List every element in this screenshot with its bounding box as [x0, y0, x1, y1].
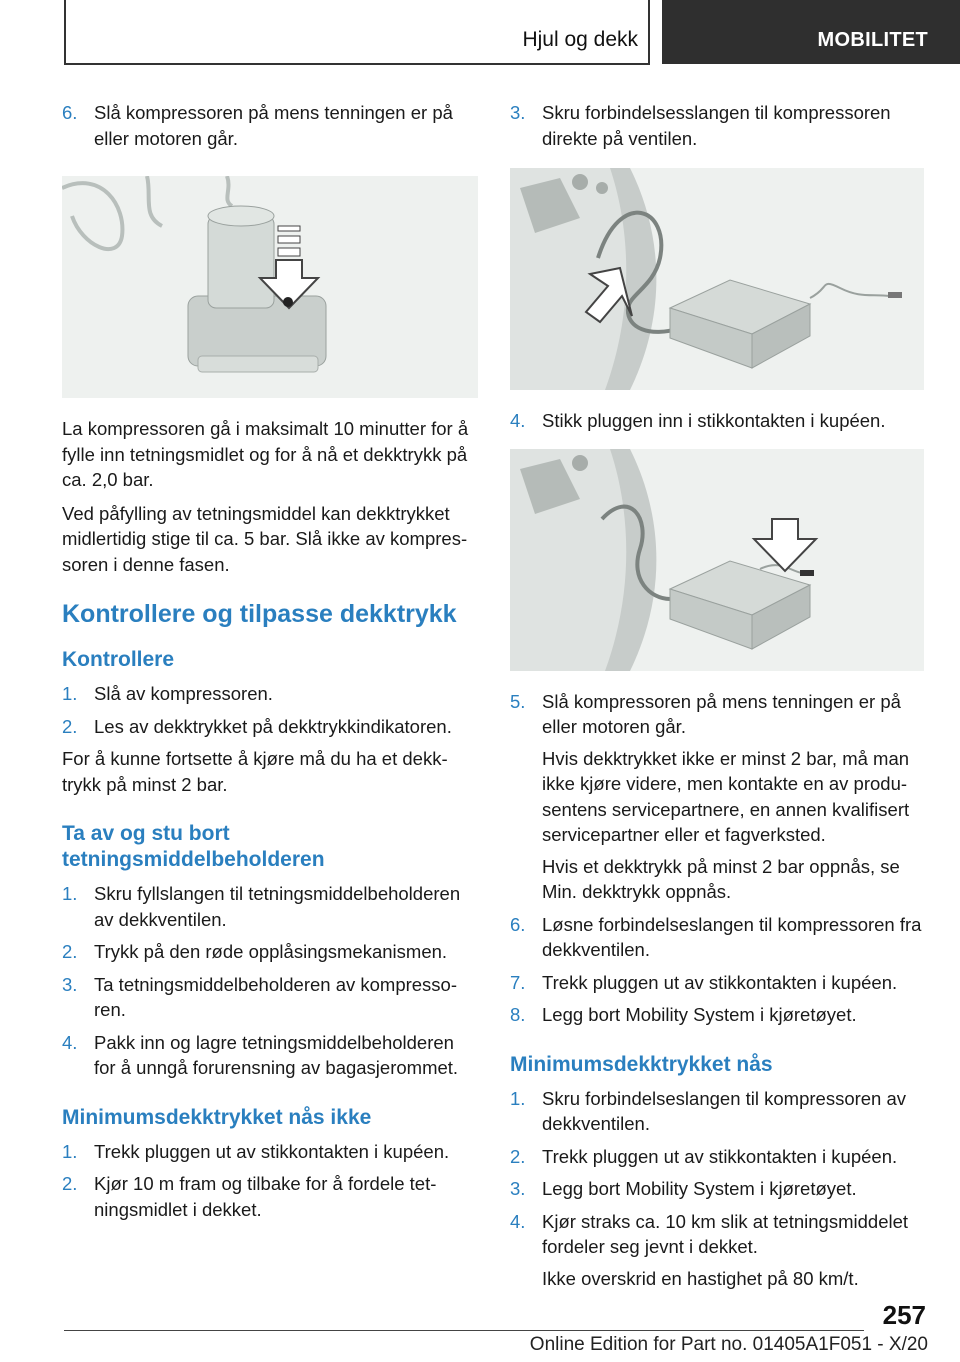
step-item	[62, 881, 478, 932]
figure-compressor	[62, 176, 478, 398]
step-text: Slå av kompressoren.	[94, 683, 273, 704]
step-number: 5.	[510, 690, 526, 712]
step-item	[62, 681, 478, 707]
step-text: Skru forbindelseslangen til kompressoren av dekkventilen.	[542, 1087, 907, 1134]
step-note: Hvis et dekktrykk på minst 2 bar oppnås, se Min. dekktrykk oppnås.	[542, 855, 900, 902]
step-item	[510, 1176, 924, 1202]
step-item	[62, 100, 478, 151]
step-text: Trekk pluggen ut av stikkontakten i kupéen.	[542, 971, 898, 993]
step-text: Trekk pluggen ut av stikkontakten i kupéen.	[94, 1140, 450, 1162]
step-number: 4.	[510, 1210, 526, 1232]
header-rule-divider	[648, 0, 650, 64]
step-text: Stikk pluggen inn i stikkontakten i kupéen.	[542, 410, 886, 431]
step-number: 6.	[62, 102, 78, 123]
step-item	[510, 1144, 924, 1170]
step-item	[510, 408, 924, 434]
footer-rule	[64, 1330, 864, 1331]
step-item	[62, 1171, 478, 1222]
socket-plug-illustration	[510, 449, 924, 671]
step-text: Legg bort Mobility System i kjøretøyet.	[542, 1004, 857, 1025]
step-item	[62, 939, 478, 965]
step-item	[510, 970, 924, 996]
step-text: Skru fyllslangen til tetningsmiddelbeholderen av dekkventilen.	[94, 883, 461, 930]
step-text: Les av dekktrykket på dekktrykkindikatoren.	[94, 715, 452, 737]
figure-socket-plug	[510, 449, 924, 671]
step-item	[510, 100, 924, 151]
step-item	[62, 714, 478, 740]
paragraph: For å kunne fortsette å kjøre må du ha et dekk‐trykk på minst 2 bar.	[62, 748, 448, 795]
step-number: 6.	[510, 913, 526, 935]
step-number: 3.	[62, 973, 78, 995]
step-item	[510, 1209, 924, 1292]
step-number: 1.	[62, 883, 78, 904]
step-text: Pakk inn og lagre tetningsmiddelbeholderen for å unngå forurensning av bagasjerommet.	[94, 1031, 459, 1078]
subsection-heading: Minimumsdekktrykket nås	[510, 1052, 773, 1076]
subsection-heading: Minimumsdekktrykket nås ikke	[62, 1105, 372, 1129]
subsection-heading: Kontrollere	[62, 648, 175, 671]
step-item	[510, 1086, 924, 1137]
step-number: 4.	[510, 410, 526, 431]
step-note: Hvis dekktrykket ikke er minst 2 bar, må man ikke kjøre videre, men kontakte en av produ‐sentens servicepartnere, en annen kvalifisert servicepartner eller et fagverksted.	[542, 747, 910, 845]
header-rule-left	[64, 0, 66, 64]
step-number: 1.	[62, 1140, 78, 1162]
step-text: Trykk på den røde opplåsingsmekanismen.	[94, 941, 448, 962]
figure-valve-connection	[510, 168, 924, 390]
step-note: Ikke overskrid en hastighet på 80 km/t.	[542, 1267, 859, 1289]
header-section-title: Hjul og dekk	[522, 28, 638, 51]
step-number: 2.	[510, 1145, 526, 1167]
page-number: 257	[882, 1300, 926, 1330]
step-text: Legg bort Mobility System i kjøretøyet.	[542, 1178, 857, 1199]
step-number: 1.	[62, 683, 78, 704]
header-chapter-tab	[662, 0, 960, 64]
header-rule-bottom	[64, 63, 650, 65]
step-item	[62, 972, 478, 1023]
step-text: Trekk pluggen ut av stikkontakten i kupéen.	[542, 1145, 898, 1167]
right-column	[510, 100, 924, 1298]
step-number: 7.	[510, 971, 526, 993]
step-text: Kjør 10 m fram og tilbake for å fordele tet‐ningsmidlet i dekket.	[94, 1173, 437, 1220]
step-number: 2.	[62, 715, 78, 737]
step-number: 2.	[62, 941, 78, 962]
footer-edition: Online Edition for Part no. 01405A1F051 - X/20	[529, 1334, 928, 1355]
step-number: 8.	[510, 1004, 526, 1025]
step-item	[510, 1002, 924, 1028]
step-item	[62, 1030, 478, 1081]
step-item	[510, 912, 924, 963]
section-heading: Kontrollere og tilpasse dekktrykk	[62, 600, 457, 628]
paragraph: La kompressoren gå i maksimalt 10 minutter for å fylle inn tetningsmidlet og for å nå et dekktrykk på ca. 2,0 bar.	[62, 418, 469, 490]
step-number: 1.	[510, 1087, 526, 1109]
step-text: Ta tetningsmiddelbeholderen av kompresso‐ren.	[94, 973, 458, 1020]
compressor-illustration	[62, 176, 478, 398]
paragraph: Ved påfylling av tetningsmiddel kan dekktrykket midlertidig stige til ca. 5 bar. Slå ikke av kompres‐soren i denne fasen.	[62, 502, 468, 575]
left-column	[62, 100, 478, 1229]
header-chapter-label: MOBILITET	[817, 29, 928, 51]
step-text: Skru forbindelsesslangen til kompressoren direkte på ventilen.	[542, 102, 891, 149]
step-text: Løsne forbindelseslangen til kompressoren fra dekkventilen.	[542, 913, 922, 960]
step-number: 3.	[510, 1178, 526, 1199]
step-text: Kjør straks ca. 10 km slik at tetningsmiddelet fordeler seg jevnt i dekket.	[542, 1210, 909, 1257]
step-text: Slå kompressoren på mens tenningen er på eller motoren går.	[542, 690, 901, 737]
step-item	[510, 689, 924, 905]
step-number: 2.	[62, 1173, 78, 1194]
subsection-heading: Ta av og stu bort tetningsmiddelbeholderen	[62, 822, 325, 871]
valve-connection-illustration	[510, 168, 924, 390]
step-text: Slå kompressoren på mens tenningen er på eller motoren går.	[94, 102, 453, 149]
step-number: 4.	[62, 1031, 78, 1053]
step-number: 3.	[510, 102, 526, 123]
step-item	[62, 1139, 478, 1165]
